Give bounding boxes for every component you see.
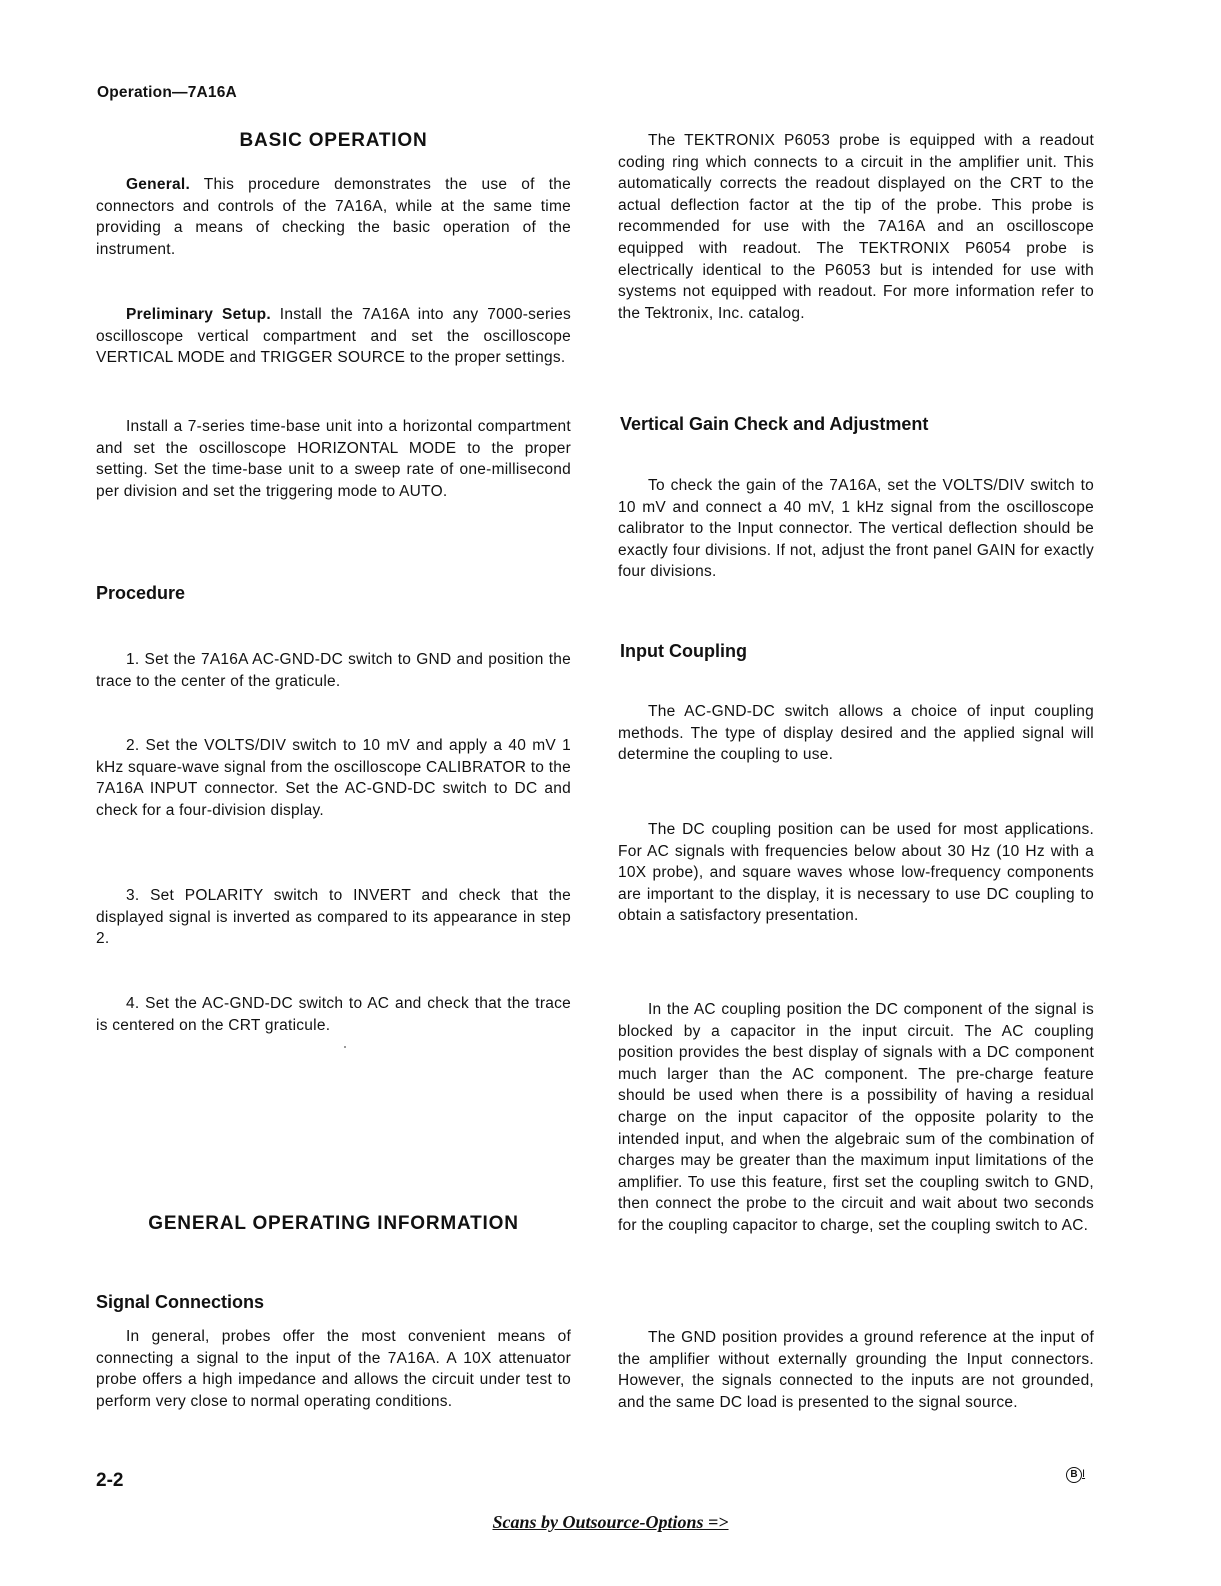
vertical-gain-paragraph: To check the gain of the 7A16A, set the VOLTS/DIV switch to 10 mV and connect a 40 mV, 1 kHz signal from the oscilloscope calibrator to the Input connector. The vertical deflection should be exactly four divisions. If not, adjust the front panel GAIN for exactly four divisions. bbox=[618, 477, 1094, 581]
general-paragraph bbox=[96, 174, 571, 260]
preliminary-setup-text: Install the 7A16A into any 7000-series oscilloscope vertical compartment and set the oscilloscope VERTICAL MODE and TRIGGER SOURCE to the proper settings. bbox=[96, 306, 571, 367]
vertical-gain-heading: Vertical Gain Check and Adjustment bbox=[620, 414, 929, 434]
revision-mark bbox=[1066, 1465, 1085, 1483]
page-number: 2-2 bbox=[96, 1470, 124, 1491]
input-coupling-paragraph-1: The AC-GND-DC switch allows a choice of input coupling methods. The type of display desired and the applied signal will determine the coupling to use. bbox=[618, 703, 1094, 764]
timebase-paragraph: Install a 7-series time-base unit into a horizontal compartment and set the oscilloscope HORIZONTAL MODE to the proper setting. Set the time-base unit to a sweep rate of one-millisecond per division and set the triggering mode to AUTO. bbox=[96, 418, 571, 500]
general-operating-information-heading: GENERAL OPERATING INFORMATION bbox=[148, 1213, 519, 1234]
procedure-step-2: 2. Set the VOLTS/DIV switch to 10 mV and apply a 40 mV 1 kHz square-wave signal from the oscilloscope CALIBRATOR to the 7A16A INPUT connector. Set the AC-GND-DC switch to DC and check for a four-division display. bbox=[96, 737, 571, 819]
input-coupling-paragraph-2: The DC coupling position can be used for most applications. For AC signals with frequencies below about 30 Hz (10 Hz with a 10X probe), and square waves whose low-frequency components are important to the display, it is necessary to use DC coupling to obtain a satisfactory presentation. bbox=[618, 821, 1094, 925]
signal-connections-paragraph: In general, probes offer the most convenient means of connecting a signal to the input of the 7A16A. A 10X attenuator probe offers a high impedance and allows the circuit under test to perform very close to normal operating conditions. bbox=[96, 1328, 571, 1410]
signal-connections-heading: Signal Connections bbox=[96, 1292, 265, 1312]
general-text: This procedure demonstrates the use of the connectors and controls of the 7A16A, while at the same time providing a means of checking the basic operation of the instrument. bbox=[96, 176, 571, 258]
revision-sub: I bbox=[1082, 1468, 1086, 1480]
probe-paragraph: The TEKTRONIX P6053 probe is equipped with a readout coding ring which connects to a circuit in the amplifier unit. This automatically corrects the readout displayed on the CRT to the actual deflection factor at the tip of the probe. This probe is recommended for use with the 7A16A and an oscilloscope equipped with readout. The TEKTRONIX P6054 probe is electrically identical to the P6053 but is intended for use with systems not equipped with readout. For more information refer to the Tektronix, Inc. catalog. bbox=[618, 132, 1094, 322]
procedure-heading: Procedure bbox=[96, 583, 186, 603]
input-coupling-heading: Input Coupling bbox=[620, 641, 747, 661]
scan-credit-link[interactable]: Scans by Outsource-Options => bbox=[492, 1512, 729, 1532]
scan-speck bbox=[344, 1046, 346, 1048]
procedure-step-4: 4. Set the AC-GND-DC switch to AC and check that the trace is centered on the CRT graticule. bbox=[96, 995, 571, 1034]
input-coupling-paragraph-3: In the AC coupling position the DC component of the signal is blocked by a capacitor in the input circuit. The AC coupling position provides the best display of signals with a DC component much larger than the AC component. The pre-charge feature should be used when there is a possibility of having a residual charge on the input capacitor of the opposite polarity to the intended input, and when the algebraic sum of the combination of charges may be greater than the maximum input limitations of the amplifier. To use this feature, first set the coupling switch to GND, then connect the probe to the circuit and wait about two seconds for the coupling capacitor to charge, set the coupling switch to AC. bbox=[618, 1001, 1094, 1234]
preliminary-setup-paragraph bbox=[96, 304, 571, 369]
revision-circle-icon: B bbox=[1066, 1467, 1082, 1483]
procedure-step-1: 1. Set the 7A16A AC-GND-DC switch to GND and position the trace to the center of the graticule. bbox=[96, 651, 571, 690]
input-coupling-paragraph-4: The GND position provides a ground reference at the input of the amplifier without externally grounding the Input connectors. However, the signals connected to the inputs are not grounded, and the same DC load is presented to the signal source. bbox=[618, 1329, 1094, 1411]
running-head: Operation—7A16A bbox=[97, 84, 237, 101]
basic-operation-heading: BASIC OPERATION bbox=[239, 130, 428, 151]
preliminary-setup-lead: Preliminary Setup. bbox=[126, 306, 271, 323]
procedure-step-3: 3. Set POLARITY switch to INVERT and check that the displayed signal is inverted as compared to its appearance in step 2. bbox=[96, 887, 571, 948]
general-lead: General. bbox=[126, 176, 191, 193]
